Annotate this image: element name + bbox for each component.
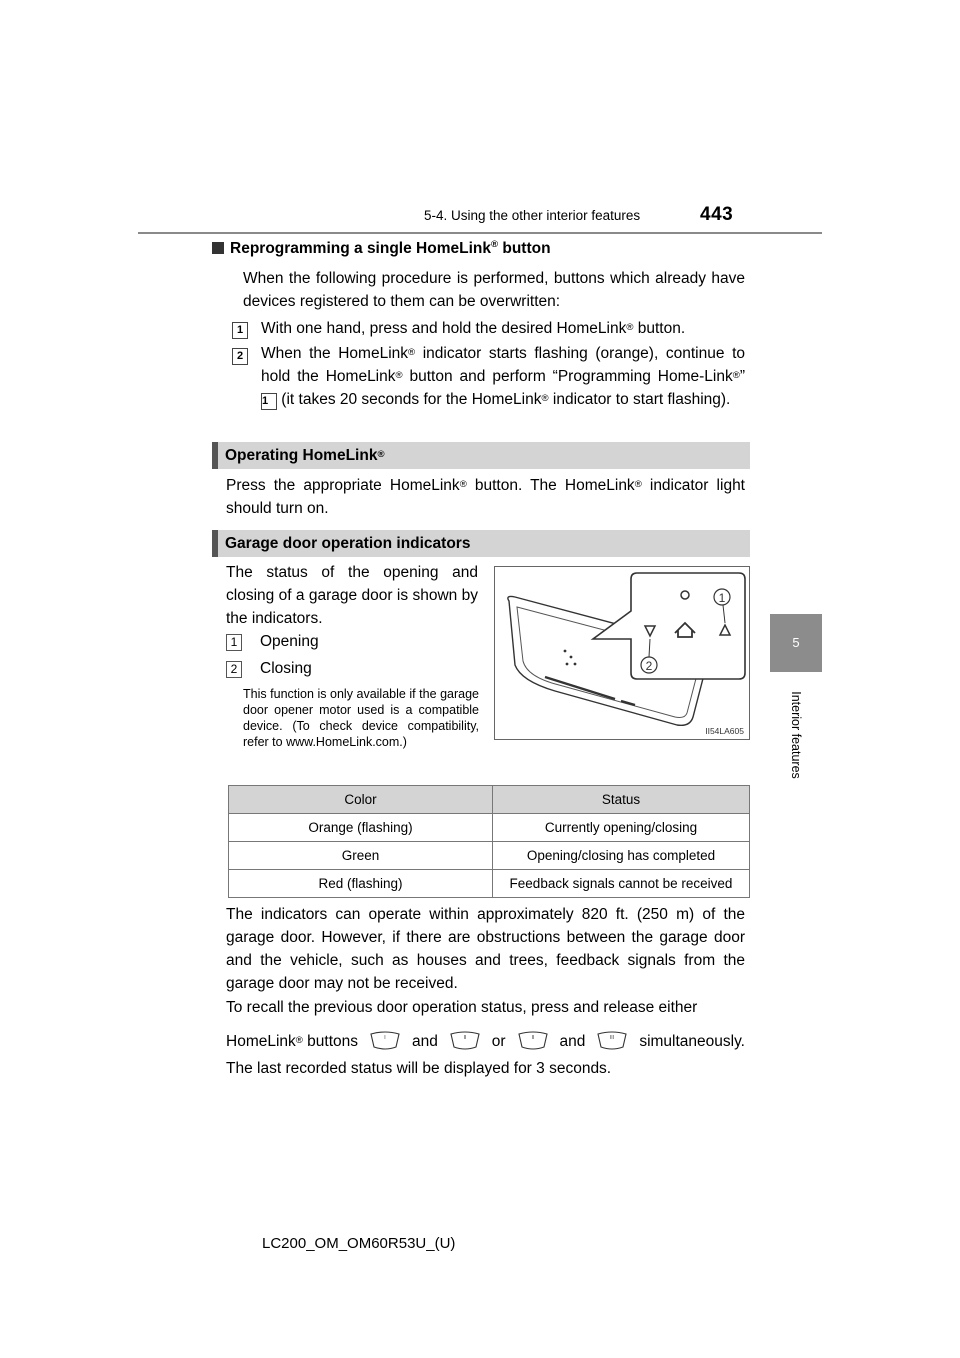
table-row — [229, 842, 750, 870]
table-header-row — [229, 786, 750, 814]
document-code: LC200_OM_OM60R53U_(U) — [262, 1235, 456, 1252]
step-2-marker: 2 — [232, 346, 248, 365]
table-cell-color: Orange (flashing) — [229, 814, 493, 842]
operating-heading: Operating HomeLink® — [212, 442, 750, 469]
square-bullet-icon — [212, 242, 224, 254]
table-cell-status: Currently opening/closing — [493, 814, 750, 842]
homelink-button-2-icon — [518, 1030, 548, 1052]
column-header-color: Color — [229, 786, 493, 814]
homelink-button-1-icon — [370, 1030, 400, 1052]
range-paragraph: The indicators can operate within approximately 820 ft. (250 m) of the garage door. However, if there are obstructions between the garage door and the vehicle, such as houses and trees, feedback signals from the garage door may not be received. — [226, 906, 745, 992]
indicator-status-table — [228, 785, 750, 898]
callout-2: 2 — [645, 659, 653, 673]
table-cell-color: Green — [229, 842, 493, 870]
recall-line-2: HomeLink® buttons I and II or II and III simultaneously. — [226, 1026, 745, 1056]
illustration-code: II54LA605 — [705, 726, 744, 736]
table-row — [229, 814, 750, 842]
garage-intro: The status of the opening and closing of a garage door is shown by the indicators. — [226, 564, 478, 627]
table-row — [229, 870, 750, 898]
homelink-button-2-icon — [450, 1030, 480, 1052]
item-1-label: Opening — [260, 633, 319, 650]
homelink-button-3-icon — [597, 1030, 627, 1052]
step-1-text: With one hand, press and hold the desired HomeLink® button. — [261, 320, 686, 337]
compatibility-note: This function is only available if the garage door opener motor used is a compatible device. (To check device compatibility, refer to www.HomeLink.com.) — [243, 687, 479, 749]
recall-line-3: The last recorded status will be displayed for 3 seconds. — [226, 1060, 612, 1077]
chapter-title: Interior features — [789, 691, 803, 779]
recall-line-1: To recall the previous door operation status, press and release either — [226, 999, 698, 1016]
chapter-tab[interactable] — [770, 614, 822, 672]
step-1-marker: 1 — [232, 320, 248, 339]
column-header-status: Status — [493, 786, 750, 814]
chapter-number: 5 — [792, 635, 800, 650]
garage-heading: Garage door operation indicators — [212, 530, 750, 557]
header-rule — [138, 232, 822, 234]
step-reference: 1 — [261, 393, 277, 410]
table-cell-status: Feedback signals cannot be received — [493, 870, 750, 898]
section-header: 5-4. Using the other interior features — [424, 208, 641, 223]
rear-view-mirror-icon — [495, 567, 749, 739]
reprogram-heading: Reprogramming a single HomeLink® button — [212, 240, 551, 258]
svg-text:III: III — [610, 1035, 615, 1041]
item-2-marker: 2 — [226, 660, 242, 678]
item-2-label: Closing — [260, 660, 312, 677]
svg-text:I: I — [384, 1035, 386, 1041]
operating-text: Press the appropriate HomeLink® button. The HomeLink® indicator light should turn on. — [226, 477, 745, 517]
mirror-illustration — [494, 566, 750, 740]
callout-1: 1 — [718, 591, 726, 605]
table-cell-status: Opening/closing has completed — [493, 842, 750, 870]
step-2-text: When the HomeLink® indicator starts flashing (orange), continue to hold the HomeLink® button and perform “Programming Home-Link®” 1 (it takes 20 seconds for the HomeLink® indicator to start flashing). — [261, 345, 745, 408]
item-1-marker: 1 — [226, 633, 242, 651]
svg-text:II: II — [463, 1035, 467, 1041]
svg-text:II: II — [531, 1035, 534, 1041]
reprogram-intro: When the following procedure is performed, buttons which already have devices registered to them can be overwritten: — [243, 270, 745, 310]
table-cell-color: Red (flashing) — [229, 870, 493, 898]
page-number: 443 — [700, 204, 734, 225]
chapter-title-container — [770, 680, 822, 790]
